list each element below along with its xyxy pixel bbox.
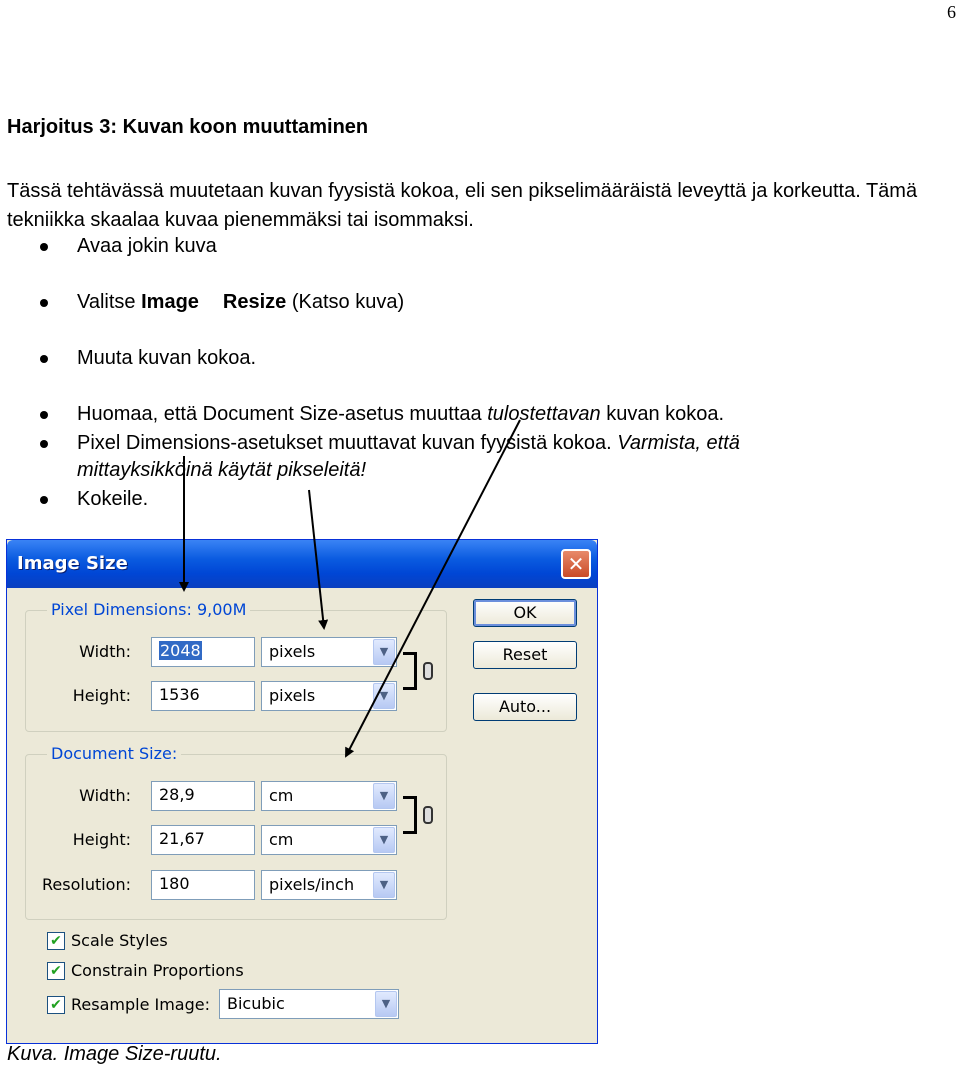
pixel-width-unit-select[interactable]: pixels ▼ xyxy=(261,637,397,667)
chevron-down-icon[interactable]: ▼ xyxy=(373,683,395,709)
resample-image-label: Resample Image: xyxy=(71,995,210,1014)
pixel-height-label: Height: xyxy=(72,686,131,705)
bullet-text: Huomaa, että Document Size-asetus muuttaa tulostettavan kuvan kokoa. xyxy=(77,403,725,425)
pixel-width-label: Width: xyxy=(79,642,131,661)
auto-button[interactable]: Auto... xyxy=(473,693,577,721)
resolution-input[interactable]: 180 xyxy=(151,870,255,900)
resample-image-checkbox[interactable]: ✔ xyxy=(47,996,65,1014)
chevron-down-icon[interactable]: ▼ xyxy=(373,783,395,809)
pixel-height-unit-select[interactable]: pixels ▼ xyxy=(261,681,397,711)
figure-caption: Kuva. Image Size-ruutu. xyxy=(7,1043,222,1065)
dialog-title: Image Size xyxy=(17,553,128,574)
close-button[interactable]: ✕ xyxy=(561,549,591,579)
document-width-unit-select[interactable]: cm ▼ xyxy=(261,781,397,811)
exercise-heading: Harjoitus 3: Kuvan koon muuttaminen xyxy=(7,116,369,138)
bullet-text: Kokeile. xyxy=(77,488,149,510)
chevron-down-icon[interactable]: ▼ xyxy=(373,872,395,898)
bullet-text: Valitse Image Resize (Katso kuva) xyxy=(77,291,405,313)
resolution-unit-select[interactable]: pixels/inch ▼ xyxy=(261,870,397,900)
chevron-down-icon[interactable]: ▼ xyxy=(373,827,395,853)
pixel-dimensions-legend: Pixel Dimensions: 9,00M xyxy=(47,600,250,619)
chevron-down-icon[interactable]: ▼ xyxy=(373,639,395,665)
bullet-text: Avaa jokin kuva xyxy=(77,235,217,257)
document-width-input[interactable]: 28,9 xyxy=(151,781,255,811)
resolution-label: Resolution: xyxy=(42,875,131,894)
document-height-input[interactable]: 21,67 xyxy=(151,825,255,855)
scale-styles-label: Scale Styles xyxy=(71,931,168,950)
document-height-unit-select[interactable]: cm ▼ xyxy=(261,825,397,855)
document-height-label: Height: xyxy=(72,830,131,849)
constrain-proportions-checkbox[interactable]: ✔ xyxy=(47,962,65,980)
document-size-legend: Document Size: xyxy=(47,744,181,763)
page-number: 6 xyxy=(947,2,956,22)
constrain-proportions-label: Constrain Proportions xyxy=(71,961,244,980)
pixel-height-input[interactable]: 1536 xyxy=(151,681,255,711)
chevron-down-icon[interactable]: ▼ xyxy=(375,991,397,1017)
arrow-to-pixels-unit xyxy=(309,490,324,628)
bullet-text: Muuta kuvan kokoa. xyxy=(77,347,256,369)
reset-button[interactable]: Reset xyxy=(473,641,577,669)
resample-method-select[interactable]: Bicubic ▼ xyxy=(219,989,399,1019)
bullet-text: Pixel Dimensions-asetukset muuttavat kuvan fyysistä kokoa. Varmista, että mittayksikköinä käytät pikseleitä! xyxy=(77,432,740,481)
intro-paragraph: Tässä tehtävässä muutetaan kuvan fyysistä kokoa, eli sen pikselimääräistä leveyttä ja korkeutta. Tämä tekniikka skaalaa kuvaa pienemmäksi tai isommaksi. xyxy=(7,180,918,231)
scale-styles-checkbox[interactable]: ✔ xyxy=(47,932,65,950)
arrow-to-document-size xyxy=(346,420,520,756)
ok-button[interactable]: OK xyxy=(473,599,577,627)
pixel-width-input[interactable]: 2048 xyxy=(151,637,255,667)
document-width-label: Width: xyxy=(79,786,131,805)
